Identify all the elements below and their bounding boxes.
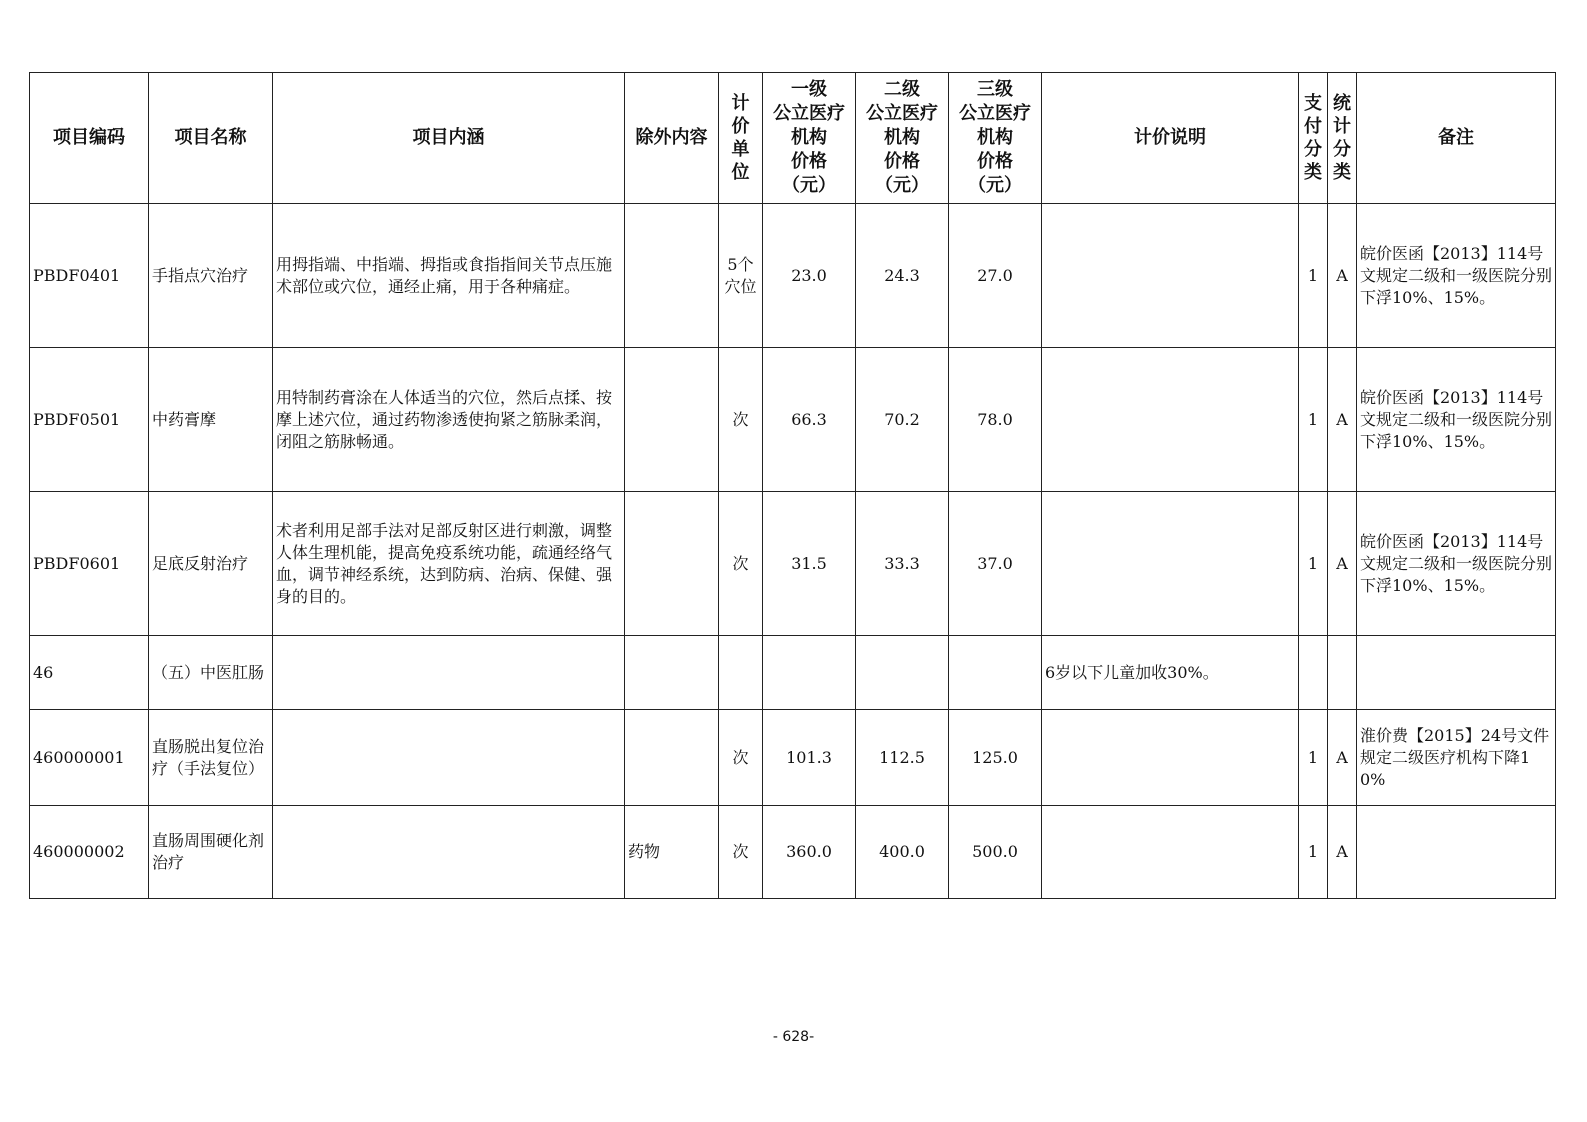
price-table [29, 72, 1556, 899]
cell-code: 460000002 [30, 806, 149, 899]
cell-remark [1357, 636, 1556, 710]
header-price-level2: 二级 公立医疗 机构 价格 （元） [856, 73, 949, 204]
cell-unit: 次 [719, 710, 763, 806]
cell-price-level2: 70.2 [856, 348, 949, 492]
cell-content [273, 806, 625, 899]
cell-price-level3: 125.0 [949, 710, 1042, 806]
cell-content: 术者利用足部手法对足部反射区进行刺激，调整人体生理机能，提高免疫系统功能，疏通经络气血，调节神经系统，达到防病、治病、保健、强身的目的。 [273, 492, 625, 636]
cell-price-level1: 101.3 [763, 710, 856, 806]
cell-price-level1 [763, 636, 856, 710]
cell-note [1042, 806, 1299, 899]
table-row [30, 204, 1556, 348]
cell-note [1042, 204, 1299, 348]
header-remark: 备注 [1357, 73, 1556, 204]
cell-pay-category [1299, 636, 1328, 710]
cell-exclude [625, 204, 719, 348]
cell-stat-category: A [1328, 492, 1357, 636]
cell-price-level2: 112.5 [856, 710, 949, 806]
cell-unit: 5个穴位 [719, 204, 763, 348]
header-price-level1: 一级 公立医疗 机构 价格 （元） [763, 73, 856, 204]
cell-price-level3: 78.0 [949, 348, 1042, 492]
cell-pay-category: 1 [1299, 204, 1328, 348]
table-header-row [30, 73, 1556, 204]
cell-pay-category: 1 [1299, 492, 1328, 636]
cell-price-level3: 37.0 [949, 492, 1042, 636]
cell-exclude [625, 348, 719, 492]
cell-remark: 皖价医函【2013】114号文规定二级和一级医院分别下浮10%、15%。 [1357, 204, 1556, 348]
cell-stat-category [1328, 636, 1357, 710]
cell-price-level1: 66.3 [763, 348, 856, 492]
cell-note [1042, 492, 1299, 636]
cell-stat-category: A [1328, 348, 1357, 492]
cell-price-level1: 360.0 [763, 806, 856, 899]
cell-price-level2: 400.0 [856, 806, 949, 899]
cell-remark: 淮价费【2015】24号文件规定二级医疗机构下降10% [1357, 710, 1556, 806]
cell-price-level2: 24.3 [856, 204, 949, 348]
cell-price-level3: 27.0 [949, 204, 1042, 348]
cell-name: 直肠周围硬化剂治疗 [149, 806, 273, 899]
header-content: 项目内涵 [273, 73, 625, 204]
cell-remark: 皖价医函【2013】114号文规定二级和一级医院分别下浮10%、15%。 [1357, 492, 1556, 636]
cell-pay-category: 1 [1299, 806, 1328, 899]
cell-unit: 次 [719, 806, 763, 899]
cell-code: PBDF0401 [30, 204, 149, 348]
cell-stat-category: A [1328, 204, 1357, 348]
table-row [30, 492, 1556, 636]
cell-code: 46 [30, 636, 149, 710]
header-stat-category: 统计分类 [1328, 73, 1357, 204]
cell-note [1042, 348, 1299, 492]
header-unit: 计价单位 [719, 73, 763, 204]
cell-content [273, 710, 625, 806]
cell-note [1042, 710, 1299, 806]
cell-price-level1: 23.0 [763, 204, 856, 348]
cell-stat-category: A [1328, 710, 1357, 806]
cell-code: PBDF0501 [30, 348, 149, 492]
header-note: 计价说明 [1042, 73, 1299, 204]
cell-name: 中药膏摩 [149, 348, 273, 492]
cell-price-level3 [949, 636, 1042, 710]
cell-exclude [625, 492, 719, 636]
header-pay-category: 支付分类 [1299, 73, 1328, 204]
cell-price-level2: 33.3 [856, 492, 949, 636]
cell-remark [1357, 806, 1556, 899]
header-code: 项目编码 [30, 73, 149, 204]
cell-price-level2 [856, 636, 949, 710]
cell-exclude [625, 710, 719, 806]
cell-content: 用特制药膏涂在人体适当的穴位，然后点揉、按摩上述穴位，通过药物渗透使拘紧之筋脉柔润，闭阻之筋脉畅通。 [273, 348, 625, 492]
cell-price-level1: 31.5 [763, 492, 856, 636]
cell-exclude: 药物 [625, 806, 719, 899]
cell-unit: 次 [719, 348, 763, 492]
header-exclude: 除外内容 [625, 73, 719, 204]
page-number: - 628- [772, 1029, 815, 1045]
cell-name: 直肠脱出复位治疗（手法复位） [149, 710, 273, 806]
cell-unit [719, 636, 763, 710]
cell-unit: 次 [719, 492, 763, 636]
cell-pay-category: 1 [1299, 348, 1328, 492]
table-row [30, 710, 1556, 806]
cell-content: 用拇指端、中指端、拇指或食指指间关节点压施术部位或穴位，通经止痛，用于各种痛症。 [273, 204, 625, 348]
header-name: 项目名称 [149, 73, 273, 204]
table-row [30, 636, 1556, 710]
cell-price-level3: 500.0 [949, 806, 1042, 899]
cell-name: 足底反射治疗 [149, 492, 273, 636]
cell-remark: 皖价医函【2013】114号文规定二级和一级医院分别下浮10%、15%。 [1357, 348, 1556, 492]
cell-name: （五）中医肛肠 [149, 636, 273, 710]
cell-code: PBDF0601 [30, 492, 149, 636]
table-row [30, 806, 1556, 899]
cell-exclude [625, 636, 719, 710]
cell-content [273, 636, 625, 710]
cell-pay-category: 1 [1299, 710, 1328, 806]
cell-stat-category: A [1328, 806, 1357, 899]
table-row [30, 348, 1556, 492]
cell-note: 6岁以下儿童加收30%。 [1042, 636, 1299, 710]
header-price-level3: 三级 公立医疗 机构 价格 （元） [949, 73, 1042, 204]
cell-name: 手指点穴治疗 [149, 204, 273, 348]
cell-code: 460000001 [30, 710, 149, 806]
